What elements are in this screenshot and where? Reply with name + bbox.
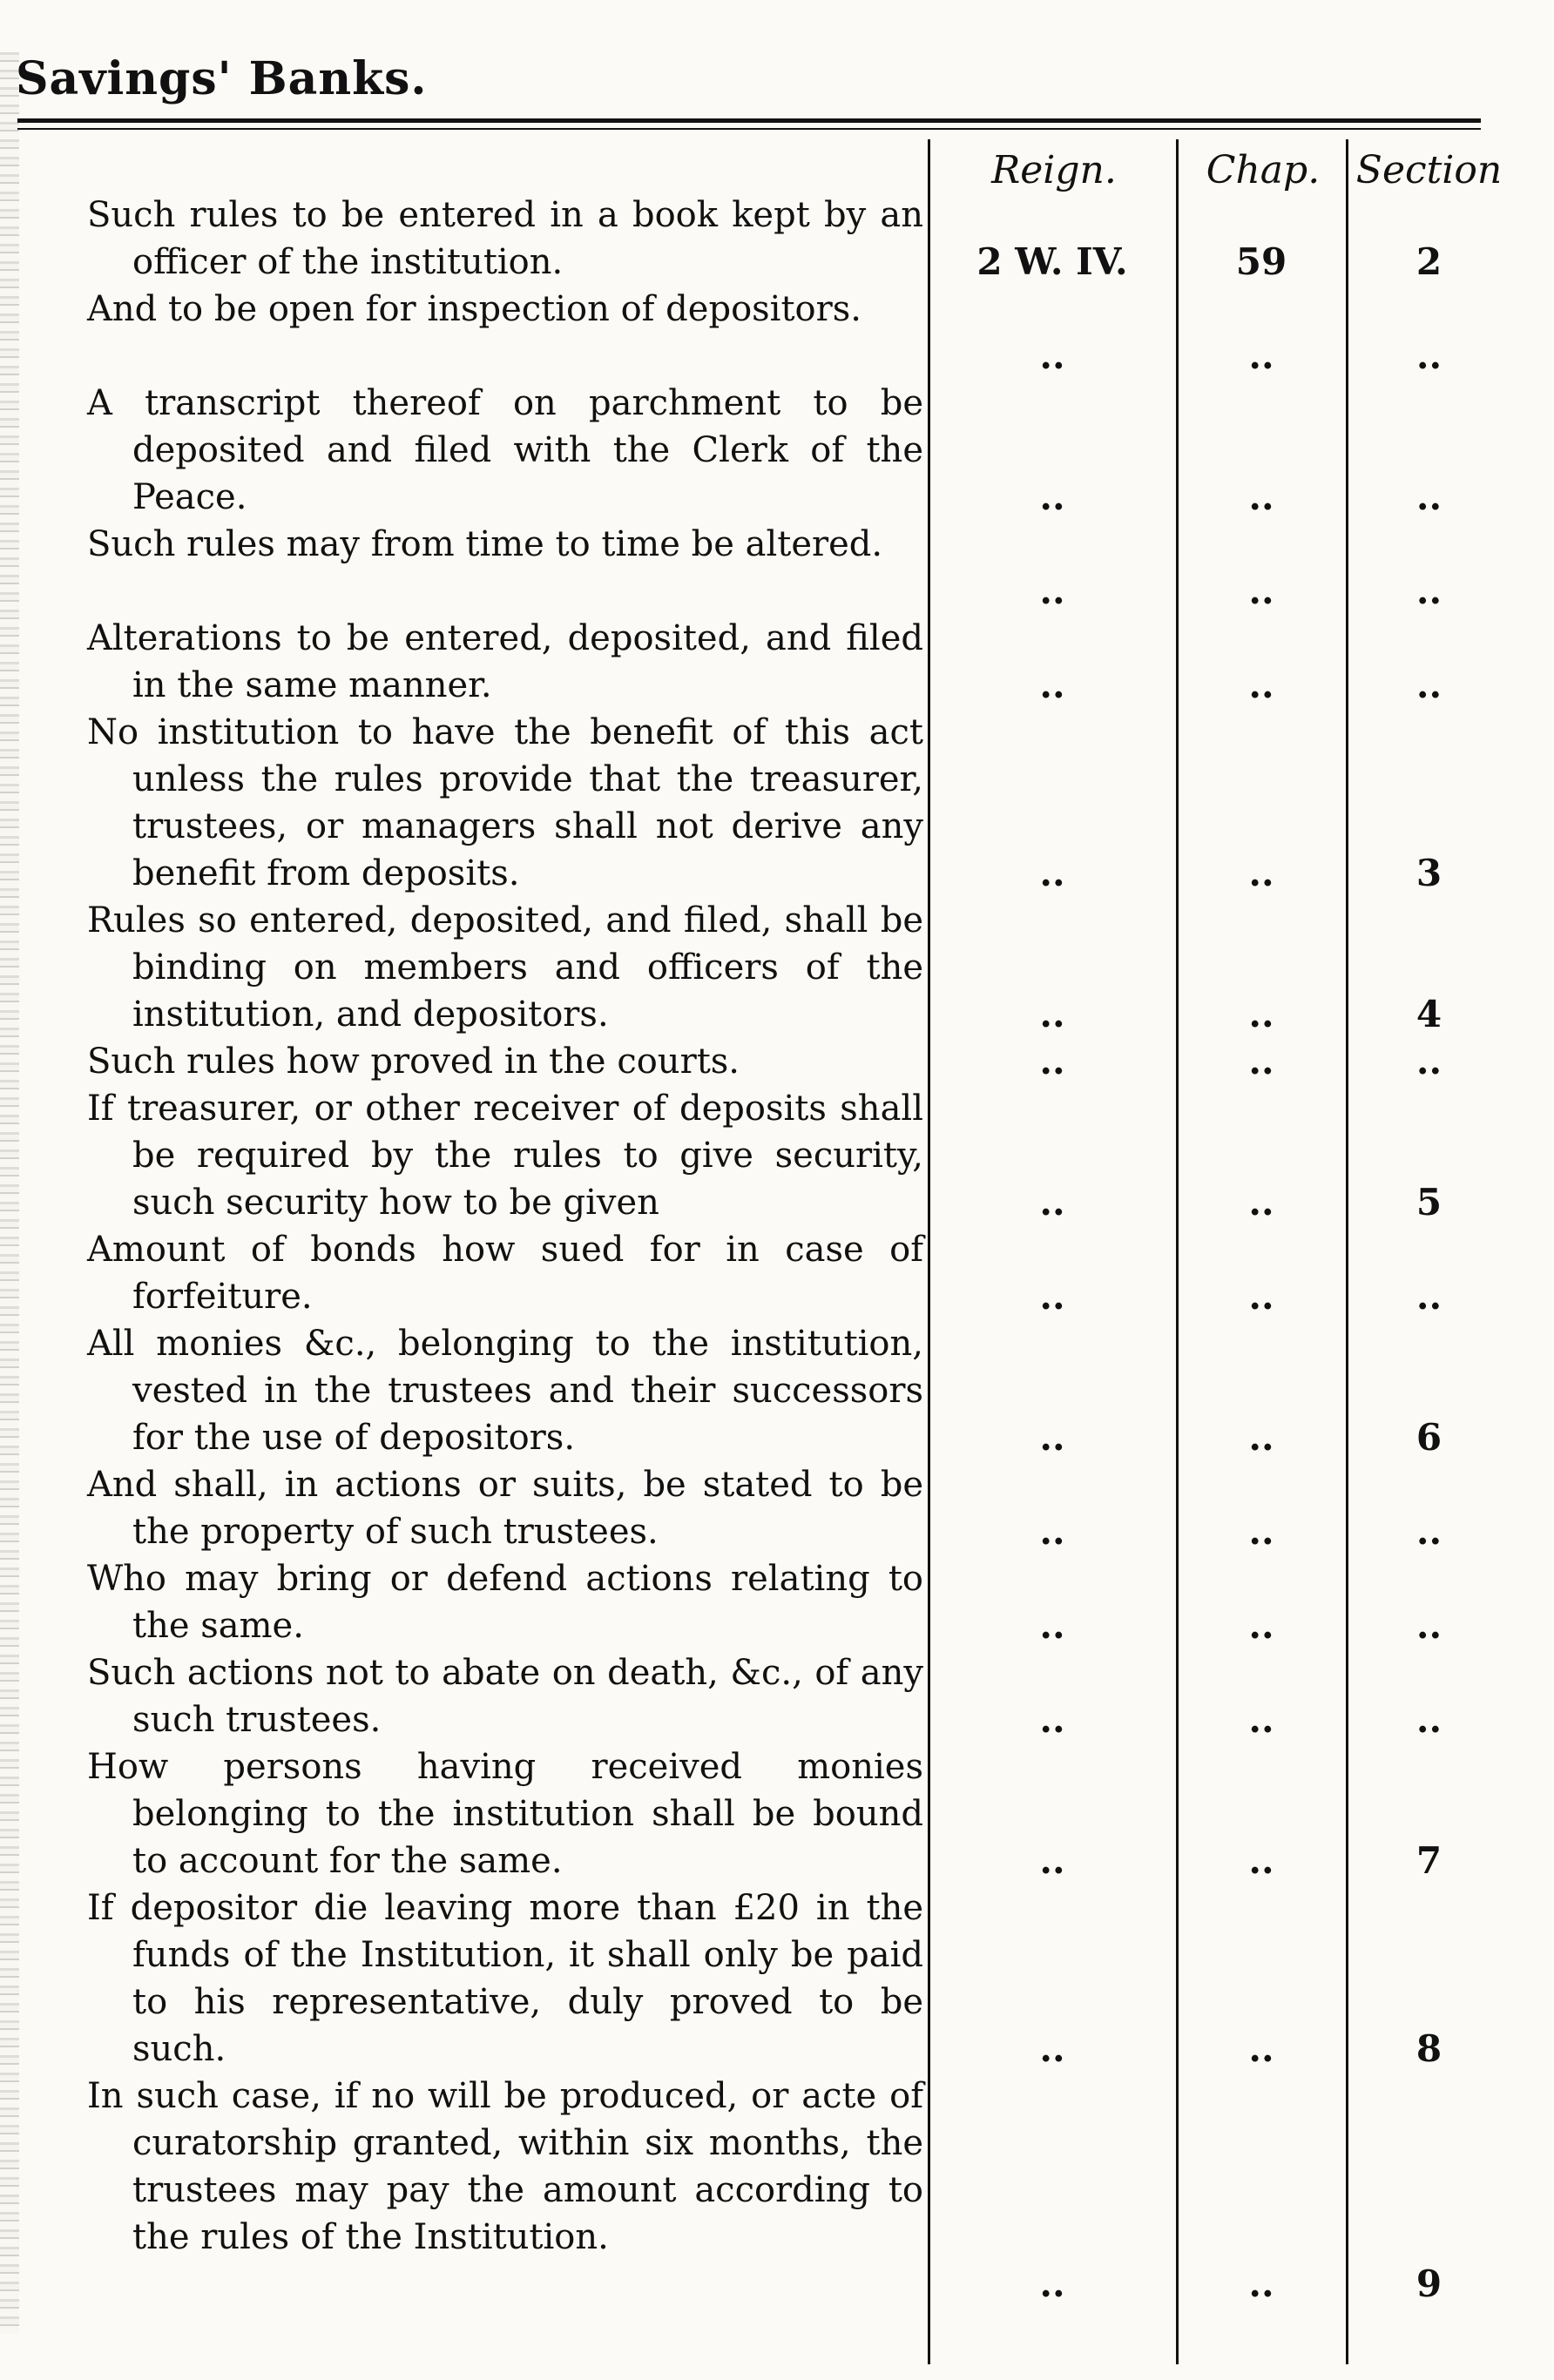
entry-section: ..	[1415, 1040, 1443, 1082]
entry-section: 6	[1415, 1416, 1443, 1459]
entry-text: If treasurer, or other receiver of deposits shall be required by the rules to give security, such security how to be given	[87, 1089, 923, 1223]
entry-reign: ..	[1039, 1275, 1065, 1318]
entry-chap: ..	[1248, 570, 1274, 612]
entry-chap: ..	[1248, 2027, 1274, 2070]
entry-reign: ..	[1039, 1839, 1065, 1882]
entry-reign: ..	[1039, 1604, 1065, 1647]
entry-section: 2	[1415, 240, 1443, 283]
entry-section: 5	[1415, 1181, 1443, 1224]
entry-text: Amount of bonds how sued for in case of forfeiture.	[87, 1230, 923, 1317]
entry-chap: ..	[1248, 1839, 1274, 1882]
entry-text: Such rules may from time to time be altered.	[87, 524, 883, 564]
entry-chap: ..	[1248, 1181, 1274, 1224]
entry-text: No institution to have the benefit of this act unless the rules provide that the treasurer, trustees, or managers shall not derive any benefit from deposits.	[87, 712, 923, 893]
header-rule-thin	[17, 128, 1481, 130]
entry-section: 4	[1415, 993, 1443, 1035]
entry-reign: 2 W. IV.	[976, 240, 1128, 283]
entry-chap: ..	[1248, 1510, 1274, 1553]
entry-text: A transcript thereof on parchment to be deposited and filed with the Clerk of the Peace.	[87, 383, 923, 517]
entry-chap: ..	[1248, 1698, 1274, 1741]
page-edge-shadow	[0, 52, 19, 2334]
entry-section: ..	[1415, 664, 1443, 706]
entry-text: Such actions not to abate on death, &c., of any such trustees.	[87, 1653, 923, 1740]
entry-chap: ..	[1248, 664, 1274, 706]
column-header-chap: Chap.	[1206, 148, 1321, 192]
entry-text: How persons having received monies belonging to the institution shall be bound to account for the same.	[87, 1747, 923, 1881]
entry-reign: ..	[1039, 2027, 1065, 2070]
entry-text: And to be open for inspection of depositors.	[87, 289, 861, 329]
entry-reign: ..	[1039, 475, 1065, 518]
entry-section: ..	[1415, 1604, 1443, 1647]
entry-text: Alterations to be entered, deposited, and filed in the same manner.	[87, 618, 923, 705]
entry-reign: ..	[1039, 1510, 1065, 1553]
entry-reign: ..	[1039, 570, 1065, 612]
entry-reign: ..	[1039, 1040, 1065, 1082]
entry-chap: ..	[1248, 475, 1274, 518]
entry-reign: ..	[1039, 993, 1065, 1035]
entry-chap: ..	[1248, 1275, 1274, 1318]
entry-section: ..	[1415, 1698, 1443, 1741]
entry-text: In such case, if no will be produced, or acte of curatorship granted, within six months, the trustees may pay the amount according to the rules of the Institution.	[87, 2076, 923, 2257]
entry-reign: ..	[1039, 1416, 1065, 1459]
entry-text: And shall, in actions or suits, be stated to be the property of such trustees.	[87, 1465, 923, 1552]
entry-section: 3	[1415, 852, 1443, 894]
entry-section: 8	[1415, 2027, 1443, 2070]
entry-section: ..	[1415, 334, 1443, 377]
entry-chap: ..	[1248, 2262, 1274, 2305]
entry-reign: ..	[1039, 2262, 1065, 2305]
column-header-section: Section	[1355, 148, 1503, 192]
entry-text: Such rules how proved in the courts.	[87, 1042, 740, 1082]
header-rule-thick	[17, 118, 1481, 123]
entry-chap: ..	[1248, 1604, 1274, 1647]
entry-section: 9	[1415, 2262, 1443, 2305]
entry-section: ..	[1415, 1510, 1443, 1553]
entry-chap: 59	[1235, 240, 1287, 283]
entry-reign: ..	[1039, 334, 1065, 377]
entry-reign: ..	[1039, 852, 1065, 894]
entry-chap: ..	[1248, 993, 1274, 1035]
entry-section: 7	[1415, 1839, 1443, 1882]
entry-section: ..	[1415, 1275, 1443, 1318]
entry-reign: ..	[1039, 1698, 1065, 1741]
running-header: Savings' Banks.	[16, 52, 428, 105]
entry-section: ..	[1415, 475, 1443, 518]
column-header-reign: Reign.	[991, 148, 1117, 192]
entry-reign: ..	[1039, 1181, 1065, 1224]
entry-chap: ..	[1248, 1416, 1274, 1459]
entry-text: If depositor die leaving more than £20 in the funds of the Institution, it shall only be paid to his representative, duly proved to be such.	[87, 1888, 923, 2069]
entry-chap: ..	[1248, 1040, 1274, 1082]
entry-text: All monies &c., belonging to the institution, vested in the trustees and their successors for the use of depositors.	[87, 1324, 923, 1458]
entry-text: Who may bring or defend actions relating to the same.	[87, 1559, 923, 1646]
entry-text: Rules so entered, deposited, and filed, shall be binding on members and officers of the institution, and depositors.	[87, 900, 923, 1035]
entry-reign: ..	[1039, 664, 1065, 706]
entry-chap: ..	[1248, 852, 1274, 894]
entry-chap: ..	[1248, 334, 1274, 377]
entry-section: ..	[1415, 570, 1443, 612]
entry-text: Such rules to be entered in a book kept by an officer of the institution.	[87, 195, 923, 282]
